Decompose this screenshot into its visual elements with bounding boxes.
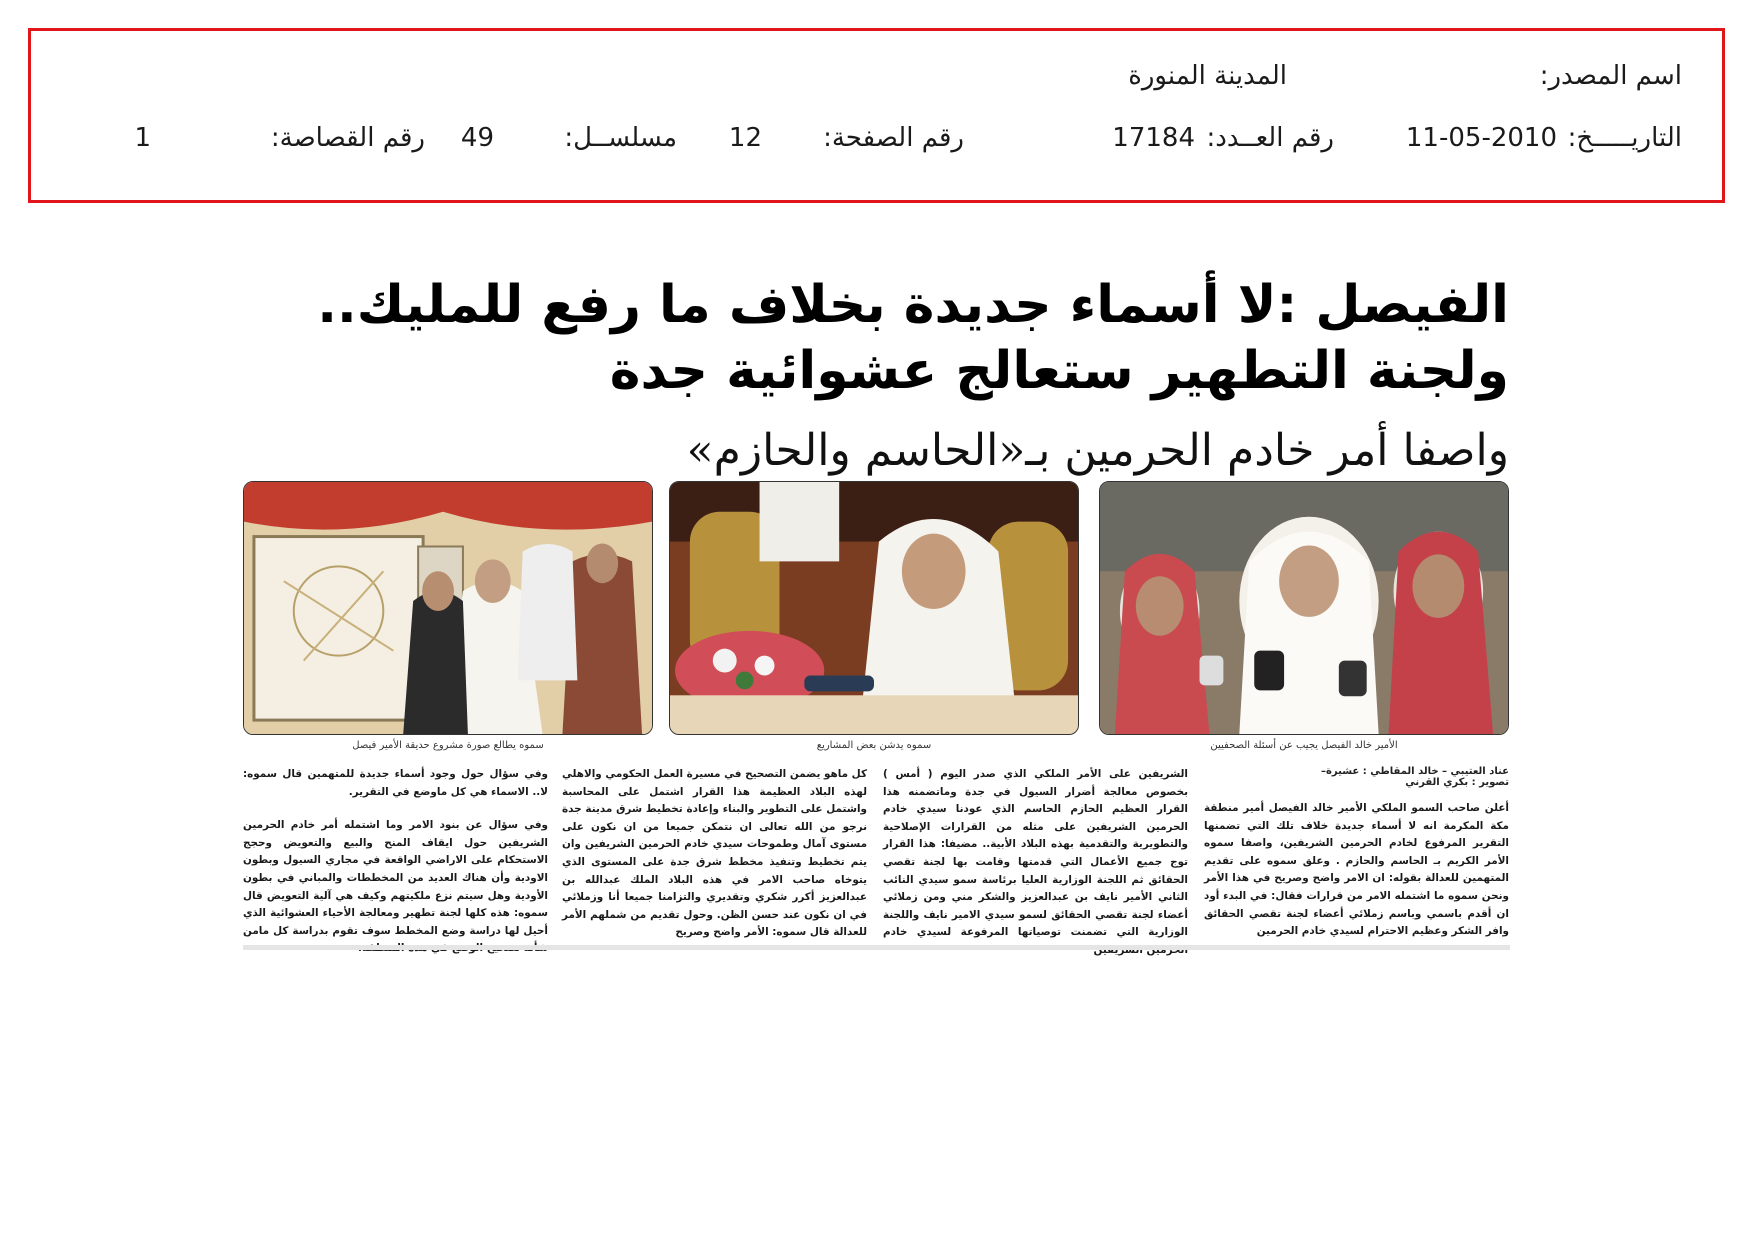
clip-value: 1 [134, 123, 151, 153]
clip-label: رقم القصاصة: [270, 123, 425, 153]
page-label: رقم الصفحة: [823, 123, 964, 153]
source-value: المدينة المنورة [1128, 61, 1287, 91]
article-paragraph: الشريفين على الأمر الملكي الذي صدر اليوم ( أمس ) بخصوص معالجة أضرار السيول في جدة وماتضمنه هذا القرار العظيم الحازم الحاسم الذي عودنا سيدي خادم الحرمين الشريفين على مثله من القرارات الإصلاحية والتطويرية والتقدمية بهذه البلاد الأبية.. مضيفا: هذا القرار توج جميع الأعمال التي قدمتها وقامت بها لجنة تقصي الحقائق ثم اللجنة الوزارية العليا برئاسة سمو سيدي النائب الثاني الأمير نايف بن عبدالعزيز والشكر مني ومن زملائي أعضاء لجنة تقصي الحقائق لسمو سيدي الامير نايف واللجنة الوزارية التي تضمنت توصياتها المرفوعة لسيدي خادم [883, 768, 1188, 939]
photo-caption-exhibit: سموه يطالع صورة مشروع حديقة الأمير فيصل [352, 740, 544, 751]
press-conference-photo-icon [1100, 482, 1508, 734]
date-label: التاريـــــخ: [1567, 123, 1682, 153]
headline-line-1: الفيصل :لا أسماء جديدة بخلاف ما رفع للمليك.. [317, 275, 1509, 335]
article-column-1 [1204, 800, 1509, 941]
headline-line-2: ولجنة التطهير ستعالج عشوائية جدة [609, 341, 1509, 401]
issue-value: 17184 [1112, 123, 1195, 153]
photo-press [1099, 481, 1509, 735]
article-byline: عناد العتيبي – خالد المقاطي : عشيرة–تصوير : بكري القرني [1321, 766, 1509, 788]
serial-value: 49 [460, 123, 494, 153]
photo-caption-press: الأمير خالد الفيصل يجيب عن أسئلة الصحفيين [1210, 740, 1398, 751]
article-column-4 [243, 766, 548, 958]
photo-exhibit [243, 481, 653, 735]
article-column-2 [883, 766, 1188, 960]
inauguration-photo-icon [670, 482, 1078, 734]
source-label: اسم المصدر: [1539, 61, 1682, 91]
page-value: 12 [728, 123, 762, 153]
article-headline [309, 272, 1509, 404]
photo-caption-inauguration: سموه يدشن بعض المشاريع [816, 740, 932, 751]
issue-label: رقم العــدد: [1206, 123, 1334, 153]
article-column-3 [562, 766, 867, 942]
serial-label: مسلســل: [564, 123, 677, 153]
date-value: 11-05-2010 [1405, 123, 1557, 153]
exhibit-photo-icon [244, 482, 652, 734]
article-paragraph: وفي سؤال حول وجود أسماء جديدة للمتهمين قال سموه: لا.. الاسماء هي كل ماوضع في التقرير. [243, 768, 548, 798]
article-subheadline: واصفا أمر خادم الحرمين بـ«الحاسم والحازم» [686, 425, 1509, 476]
clipping-metadata-box [28, 28, 1725, 203]
article-paragraph: وفي سؤال عن بنود الامر وما اشتمله أمر خادم الحرمين الشريفين حول ايقاف المنح والبيع والتعويض وحجج الاستحكام على الاراضي الواقعة في مجاري السيول وبطون الاودية وأن هناك العديد من المخططات والمباني في بطون الأودية وهل سيتم نزع ملكيتهم وكيف هي آلية التعويض قال سموه: هذه كلها لجنة تطهير ومعالجة الأحياء العشوائية الذي أحيل لها دراسة وضع المخطط سوف تقوم بدراسة كل مامن [243, 819, 548, 937]
article-paragraph: كل ماهو يضمن التصحيح في مسيرة العمل الحكومي والاهلي لهذه البلاد العظيمة هذا القرار اشتمل على المحاسبة واشتمل على التطوير والبناء وإعادة تخطيط شرق مدينة جدة نرجو من الله تعالى ان نتمكن جميعا من ان نكون على مستوى آمال وطموحات سيدي خادم الحرمين الشريفين وان يتم تخطيط وتنفيذ مخطط شرق جدة على المستوى الذي يتوخاه صاحب الامر في هذه البلاد الملك عبدالله بن عبدالعزيز أكرر شكري وتقديري والتزامنا جميعا أنا وزملائي في ان نكون عند حسن الظن. وحول تقديم من شملهم الأمر للعدالة قال سموه: الأمر واضح وصريح [562, 768, 867, 939]
metadata-row-details [71, 123, 1682, 163]
metadata-row-source [71, 61, 1682, 101]
article-bottom-rule [243, 945, 1510, 950]
photo-inauguration [669, 481, 1079, 735]
article-paragraph: أعلن صاحب السمو الملكي الأمير خالد الفيصل أمير منطقة مكة المكرمة انه لا أسماء جديدة خلاف تلك التي تضمنها التقرير المرفوع لخادم الحرمين الشريفين، واصفا سموه الأمر الكريم بـ الحاسم والحازم . وعلق سموه على تقديم المتهمين للعدالة بقوله: ان الامر واضح وصريح في هذا الأمر ونحن سموه ما اشتمله الامر من قرارات فقال: في البدء أود ان أقدم باسمي وباسم زملائي أعضاء لجنة تقصي الحقائق وافر الشكر وعظيم الاحترام لسيدي خادم الحرمين [1204, 802, 1509, 938]
